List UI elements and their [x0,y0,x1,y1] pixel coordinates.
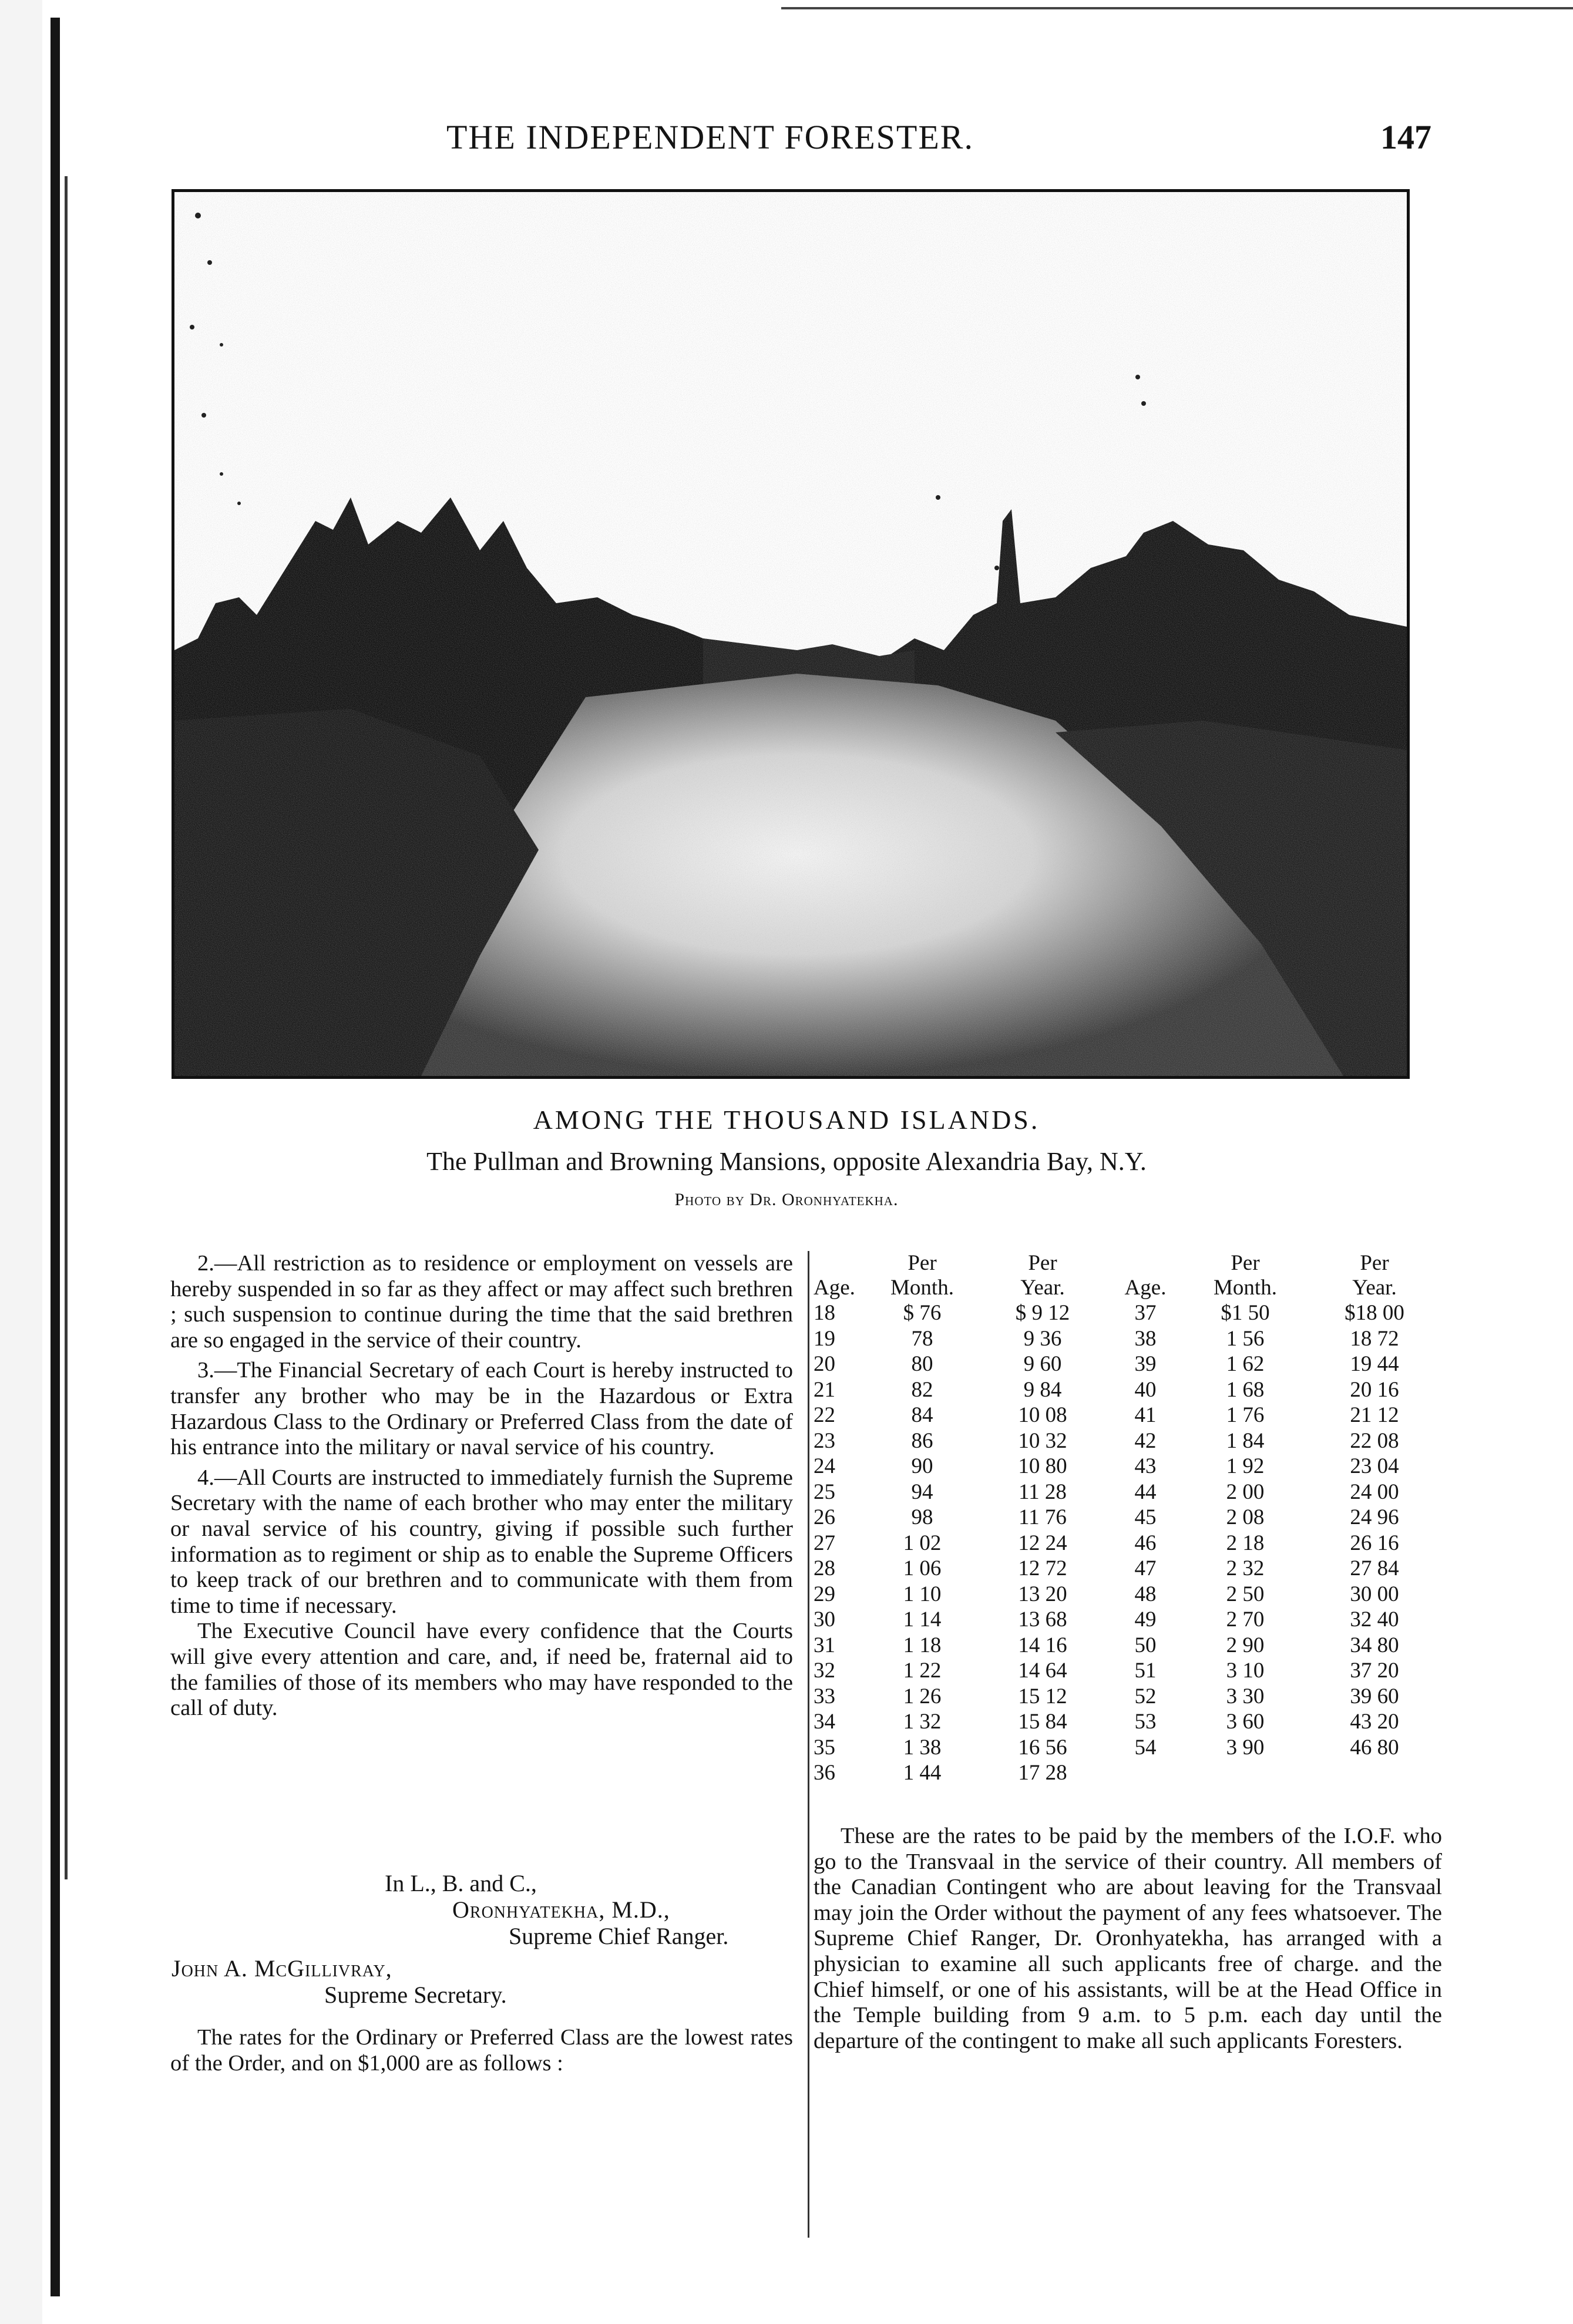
month-cell: 2 00 [1226,1479,1265,1504]
rates-row [814,1505,1442,1531]
month-cell: 1 92 [1226,1454,1265,1478]
secretary-title: Supreme Secretary. [324,1982,507,2008]
year-cell: 23 04 [1350,1454,1399,1478]
year-cell: 20 16 [1350,1377,1399,1402]
header-per: Per [907,1251,937,1275]
age-cell: 43 [1134,1454,1157,1478]
paragraph-council: The Executive Council have every confidence that the Courts will give every attention and care, and, if need be, fraternal aid to the families of those of its members who may have responded to the call of duty. [170,1619,793,1721]
month-cell: 94 [911,1479,933,1504]
year-cell: 10 32 [1018,1428,1067,1453]
header-month: Month. [1214,1276,1277,1300]
signer-title: Supreme Chief Ranger. [509,1923,729,1949]
age-cell: 51 [1134,1659,1157,1683]
age-cell: 44 [1134,1479,1157,1504]
rates-row [814,1403,1442,1428]
rates-row [814,1556,1442,1582]
age-cell: 19 [814,1326,835,1351]
rates-row [814,1709,1442,1735]
rates-row [814,1531,1442,1556]
rates-row [814,1454,1442,1479]
year-cell: 17 28 [1018,1761,1067,1785]
year-cell: 26 16 [1350,1531,1399,1555]
age-cell: 21 [814,1377,835,1402]
month-cell: 1 32 [903,1710,942,1734]
left-column-bottom [170,2025,793,2076]
photo-caption-title: AMONG THE THOUSAND ISLANDS. [533,1105,1040,1135]
age-cell: 50 [1134,1633,1157,1657]
age-cell: 37 [1134,1301,1157,1325]
header-per: Per [1360,1251,1389,1275]
year-cell: 14 16 [1018,1633,1067,1657]
age-cell: 41 [1134,1403,1157,1427]
year-cell: $18 00 [1345,1301,1404,1325]
month-cell: 1 56 [1226,1326,1265,1351]
age-cell: 45 [1134,1505,1157,1529]
month-cell: 1 84 [1226,1428,1265,1453]
month-cell: 98 [911,1505,933,1529]
year-cell: 22 08 [1350,1428,1399,1453]
rates-table [814,1251,1442,1786]
year-cell: 19 44 [1350,1352,1399,1376]
month-cell: 2 08 [1226,1505,1265,1529]
year-cell: 24 00 [1350,1479,1399,1504]
month-cell: 2 70 [1226,1607,1265,1632]
month-cell: $ 76 [903,1301,942,1325]
month-cell: 3 90 [1226,1735,1265,1760]
age-cell: 40 [1134,1377,1157,1402]
year-cell: 21 12 [1350,1403,1399,1427]
month-cell: 1 18 [903,1633,942,1657]
rates-row [814,1658,1442,1684]
rates-header-labels [814,1276,1442,1300]
month-cell: 84 [911,1403,933,1427]
column-divider [808,1251,809,2238]
month-cell: 1 76 [1226,1403,1265,1427]
age-cell: 22 [814,1403,835,1427]
month-cell: 82 [911,1377,933,1402]
year-cell: 46 80 [1350,1735,1399,1760]
paragraph-3: 3.—The Financial Secretary of each Court is hereby instructed to transfer any brother who may be in the Hazardous or Extra Hazardous Class to the Ordinary or Preferred Class from the date of his entrance into the military or naval service of his country. [170,1358,793,1460]
month-cell: 1 62 [1226,1352,1265,1376]
paragraph-2: 2.—All restriction as to residence or employment on vessels are hereby suspended in so far as they affect or may affect such brethren ; such suspension to continue during the time that the said brethren are so engaged in the service of their country. [170,1251,793,1353]
year-cell: 27 84 [1350,1556,1399,1580]
age-cell: 52 [1134,1684,1157,1708]
year-cell: 10 08 [1018,1403,1067,1427]
header-age: Age. [814,1276,855,1300]
age-cell: 27 [814,1531,835,1555]
paragraph-rates-intro: The rates for the Ordinary or Preferred Class are the lowest rates of the Order, and on $1,000 are as follows : [170,2025,793,2076]
rates-row [814,1684,1442,1710]
year-cell: 10 80 [1018,1454,1067,1478]
month-cell: 2 32 [1226,1556,1265,1580]
age-cell: 31 [814,1633,835,1657]
header-per: Per [1028,1251,1057,1275]
paragraph-transvaal: These are the rates to be paid by the members of the I.O.F. who go to the Transvaal in the service of their country. All members of the Canadian Contingent who are about leaving for the Transvaal may join the Order without the payment of any fees whatsoever. The Supreme Chief Ranger, Dr. Oronhyatekha, has arranged with a physician to examine all such applicants free of charge. and the Chief himself, or one of his assistants, will be at the Head Office in the Temple building from 9 a.m. to 5 p.m. each day until the departure of the contingent to make all such applicants Foresters. [814,1824,1442,2053]
month-cell: 1 38 [903,1735,942,1760]
month-cell: 78 [911,1326,933,1351]
year-cell: 18 72 [1350,1326,1399,1351]
month-cell: 2 90 [1226,1633,1265,1657]
month-cell: 2 18 [1226,1531,1265,1555]
year-cell: 14 64 [1018,1659,1067,1683]
halftone-photo [172,189,1410,1079]
month-cell: 3 10 [1226,1659,1265,1683]
header-age: Age. [1124,1276,1167,1300]
rates-row [814,1351,1442,1377]
month-cell: 90 [911,1454,933,1478]
rates-row [814,1735,1442,1761]
age-cell [1107,1760,1184,1786]
month-cell: 1 26 [903,1684,942,1708]
month-cell: 3 30 [1226,1684,1265,1708]
age-cell: 54 [1134,1735,1157,1760]
year-cell: 43 20 [1350,1710,1399,1734]
month-cell: 80 [911,1352,933,1376]
year-cell: $ 9 12 [1015,1301,1070,1325]
photo-caption-subtitle: The Pullman and Browning Mansions, opposite Alexandria Bay, N.Y. [426,1147,1147,1176]
year-cell: 16 56 [1018,1735,1067,1760]
year-cell: 12 72 [1018,1556,1067,1580]
month-cell: 1 68 [1226,1377,1265,1402]
year-cell: 37 20 [1350,1659,1399,1683]
age-cell: 18 [814,1301,835,1325]
age-cell: 53 [1134,1710,1157,1734]
age-cell: 29 [814,1582,835,1606]
year-cell: 39 60 [1350,1684,1399,1708]
age-cell: 49 [1134,1607,1157,1632]
age-cell: 36 [814,1761,835,1785]
age-cell: 38 [1134,1326,1157,1351]
halftone-grain [174,192,1407,1076]
age-cell: 34 [814,1710,835,1734]
year-cell: 15 12 [1018,1684,1067,1708]
rates-row [814,1582,1442,1607]
age-cell: 48 [1134,1582,1157,1606]
header-year: Year. [1352,1276,1397,1300]
month-cell: 1 02 [903,1531,942,1555]
secretary-name: John A. McGillivray, [172,1955,392,1982]
month-cell: 1 44 [903,1761,942,1785]
rates-row [814,1326,1442,1352]
age-cell: 35 [814,1735,835,1760]
year-cell: 12 24 [1018,1531,1067,1555]
rates-header-per [814,1251,1442,1276]
month-cell: 3 60 [1226,1710,1265,1734]
rates-row [814,1479,1442,1505]
rates-row [814,1607,1442,1633]
signer-name: Oronhyatekha, M.D., [452,1896,670,1923]
year-cell: 32 40 [1350,1607,1399,1632]
rates-row [814,1300,1442,1326]
month-cell [1184,1760,1307,1786]
age-cell: 30 [814,1607,835,1632]
binding-edge-inner [65,176,68,1879]
year-cell: 34 80 [1350,1633,1399,1657]
year-cell: 9 60 [1023,1352,1062,1376]
photo-credit: Photo by Dr. Oronhyatekha. [674,1190,899,1209]
paragraph-4: 4.—All Courts are instructed to immediately furnish the Supreme Secretary with the name of each brother who may enter the military or naval service of his country, giving if possible such further information as to regiment or ship as to enable the Supreme Officers to keep track of our brethren and to communicate with them from time to time if necessary. [170,1465,793,1618]
month-cell: 1 22 [903,1659,942,1683]
age-cell: 20 [814,1352,835,1376]
month-cell: $1 50 [1221,1301,1270,1325]
header-per: Per [1231,1251,1260,1275]
year-cell: 9 36 [1023,1326,1062,1351]
year-cell: 30 00 [1350,1582,1399,1606]
rates-row [814,1760,1442,1786]
year-cell: 24 96 [1350,1505,1399,1529]
top-rule [781,7,1573,9]
left-column [170,1251,793,1721]
age-cell: 32 [814,1659,835,1683]
year-cell: 15 84 [1018,1710,1067,1734]
age-cell: 24 [814,1454,835,1478]
page-number: 147 [1380,118,1431,156]
age-cell: 33 [814,1684,835,1708]
year-cell: 11 76 [1019,1505,1067,1529]
year-cell: 9 84 [1023,1377,1062,1402]
age-cell: 23 [814,1428,835,1453]
rates-row [814,1428,1442,1454]
header-year: Year. [1020,1276,1065,1300]
month-cell: 1 06 [903,1556,942,1580]
year-cell [1307,1760,1442,1786]
header-month: Month. [890,1276,954,1300]
age-cell: 42 [1134,1428,1157,1453]
closing-line: In L., B. and C., [385,1870,537,1896]
month-cell: 2 50 [1226,1582,1265,1606]
age-cell: 25 [814,1479,835,1504]
age-cell: 28 [814,1556,835,1580]
age-cell: 47 [1134,1556,1157,1580]
month-cell: 1 10 [903,1582,942,1606]
year-cell: 13 68 [1018,1607,1067,1632]
age-cell: 39 [1134,1352,1157,1376]
year-cell: 11 28 [1019,1479,1067,1504]
month-cell: 86 [911,1428,933,1453]
running-title: THE INDEPENDENT FORESTER. [446,118,974,156]
rates-row [814,1377,1442,1403]
age-cell: 46 [1134,1531,1157,1555]
age-cell: 26 [814,1505,835,1529]
month-cell: 1 14 [903,1607,942,1632]
rates-row [814,1633,1442,1659]
year-cell: 13 20 [1018,1582,1067,1606]
